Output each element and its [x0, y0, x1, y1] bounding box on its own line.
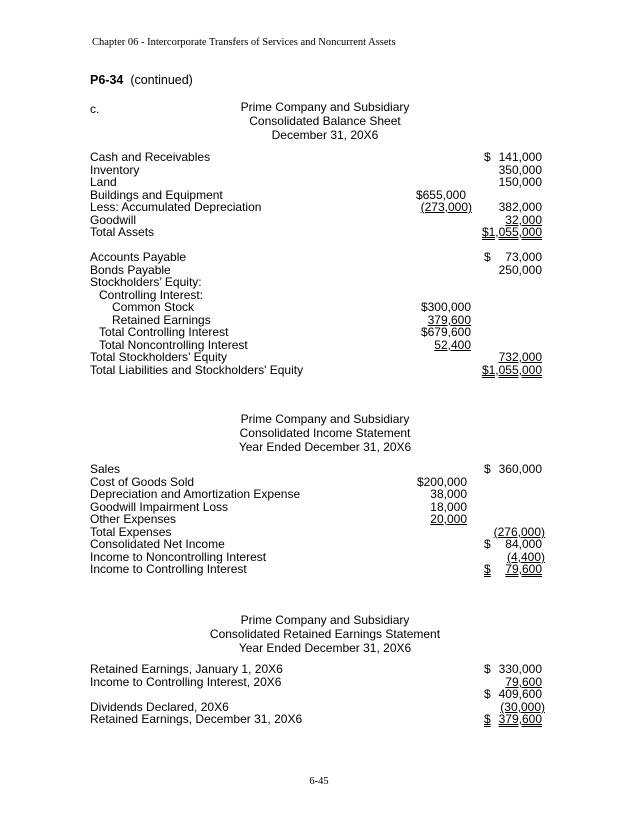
- amount-col2: 32,000: [505, 213, 542, 227]
- row-label: Goodwill: [90, 213, 137, 227]
- row-label: Total Assets: [90, 225, 155, 239]
- row-label: Cost of Goods Sold: [90, 475, 195, 489]
- statement-row: [90, 563, 247, 576]
- row-label: Total Noncontrolling Interest: [99, 338, 248, 352]
- company-name: Prime Company and Subsidiary: [240, 100, 410, 114]
- statement-row: [90, 676, 281, 689]
- row-label: Income to Noncontrolling Interest: [90, 550, 267, 564]
- amount-col1: 52,400: [434, 338, 471, 352]
- row-label: Controlling Interest:: [99, 288, 204, 302]
- dollar-sign: $: [484, 562, 491, 576]
- dollar-sign: $: [484, 712, 491, 726]
- dollar-sign: $: [484, 250, 491, 264]
- statement-name: Consolidated Balance Sheet: [249, 114, 401, 128]
- amount-col2: 379,600: [498, 712, 542, 726]
- amount-col1: $300,000: [420, 300, 471, 314]
- amount-col2: 141,000: [498, 150, 542, 164]
- statement-date: December 31, 20X6: [271, 128, 379, 142]
- row-label: Total Liabilities and Stockholders' Equity: [90, 363, 304, 377]
- amount-col1: 379,600: [427, 313, 471, 327]
- amount-col1: 38,000: [430, 487, 467, 501]
- row-label: Income to Controlling Interest: [90, 562, 247, 576]
- statement-row: [90, 364, 303, 377]
- row-label: Goodwill Impairment Loss: [90, 500, 229, 514]
- amount-col2: (276,000): [493, 525, 545, 539]
- row-label: Retained Earnings, December 31, 20X6: [90, 712, 303, 726]
- row-label: Retained Earnings, January 1, 20X6: [90, 662, 283, 676]
- row-label: Depreciation and Amortization Expense: [90, 487, 301, 501]
- row-label: Land: [90, 175, 117, 189]
- amount-col2: 150,000: [498, 175, 542, 189]
- row-label: Cash and Receivables: [90, 150, 211, 164]
- dollar-sign: $: [484, 462, 491, 476]
- amount-col2: (30,000): [500, 700, 545, 714]
- dollar-sign: $: [484, 150, 491, 164]
- row-label: Buildings and Equipment: [90, 188, 223, 202]
- statement-row: [90, 713, 302, 726]
- amount-col1: 18,000: [430, 500, 467, 514]
- row-label: Sales: [90, 462, 121, 476]
- row-label: Income to Controlling Interest, 20X6: [90, 675, 282, 689]
- amount-col2: 79,600: [505, 675, 542, 689]
- amount-col2: 382,000: [498, 200, 542, 214]
- company-name: Prime Company and Subsidiary: [240, 613, 410, 627]
- dollar-sign: $: [484, 687, 491, 701]
- row-label: Total Controlling Interest: [99, 325, 229, 339]
- balance-sheet-title: [0, 100, 638, 142]
- amount-col2: $1,055,000: [481, 225, 542, 239]
- amount-col1: $679,600: [420, 325, 471, 339]
- row-label: Other Expenses: [90, 512, 177, 526]
- retained-earnings-title: [0, 613, 638, 655]
- row-label: Inventory: [90, 163, 140, 177]
- row-label: Dividends Declared, 20X6: [90, 700, 229, 714]
- row-label: Total Stockholders’ Equity: [90, 350, 227, 364]
- amount-col2: (4,400): [506, 550, 545, 564]
- amount-col2: 409,600: [498, 687, 542, 701]
- part-label: c.: [90, 102, 100, 116]
- row-label: Less: Accumulated Depreciation: [90, 200, 262, 214]
- amount-col2: 79,600: [505, 562, 542, 576]
- amount-col2: 73,000: [505, 250, 542, 264]
- amount-col2: $1,055,000: [481, 363, 542, 377]
- statement-row: [90, 226, 154, 239]
- row-label: Consolidated Net Income: [90, 537, 225, 551]
- row-label: Stockholders’ Equity:: [90, 275, 202, 289]
- amount-col1: 20,000: [430, 512, 467, 526]
- amount-col2: 360,000: [498, 462, 542, 476]
- amount-col1: $655,000: [415, 188, 466, 202]
- row-label: Common Stock: [112, 300, 195, 314]
- amount-col2: 84,000: [505, 537, 542, 551]
- amount-col2: 732,000: [498, 350, 542, 364]
- company-name: Prime Company and Subsidiary: [240, 412, 410, 426]
- problem-note: (continued): [130, 73, 193, 87]
- income-statement-title: [0, 412, 638, 454]
- row-label: Accounts Payable: [90, 250, 187, 264]
- running-header: Chapter 06 - Intercorporate Transfers of Services and Noncurrent Assets: [92, 37, 396, 48]
- statement-name: Consolidated Retained Earnings Statement: [209, 627, 441, 641]
- amount-col1: $200,000: [416, 475, 467, 489]
- row-label: Bonds Payable: [90, 263, 171, 277]
- statement-date: Year Ended December 31, 20X6: [238, 641, 412, 655]
- page-number: 6-45: [309, 776, 329, 787]
- statement-date: Year Ended December 31, 20X6: [238, 440, 412, 454]
- row-label: Retained Earnings: [112, 313, 211, 327]
- amount-col2: 250,000: [498, 263, 542, 277]
- amount-col2: 350,000: [498, 163, 542, 177]
- amount-col1: (273,000): [420, 200, 472, 214]
- statement-name: Consolidated Income Statement: [239, 426, 411, 440]
- row-label: Total Expenses: [90, 525, 172, 539]
- problem-heading: [90, 73, 193, 87]
- dollar-sign: $: [484, 662, 491, 676]
- amount-col2: 330,000: [498, 662, 542, 676]
- dollar-sign: $: [484, 537, 491, 551]
- problem-id: P6-34: [90, 73, 124, 87]
